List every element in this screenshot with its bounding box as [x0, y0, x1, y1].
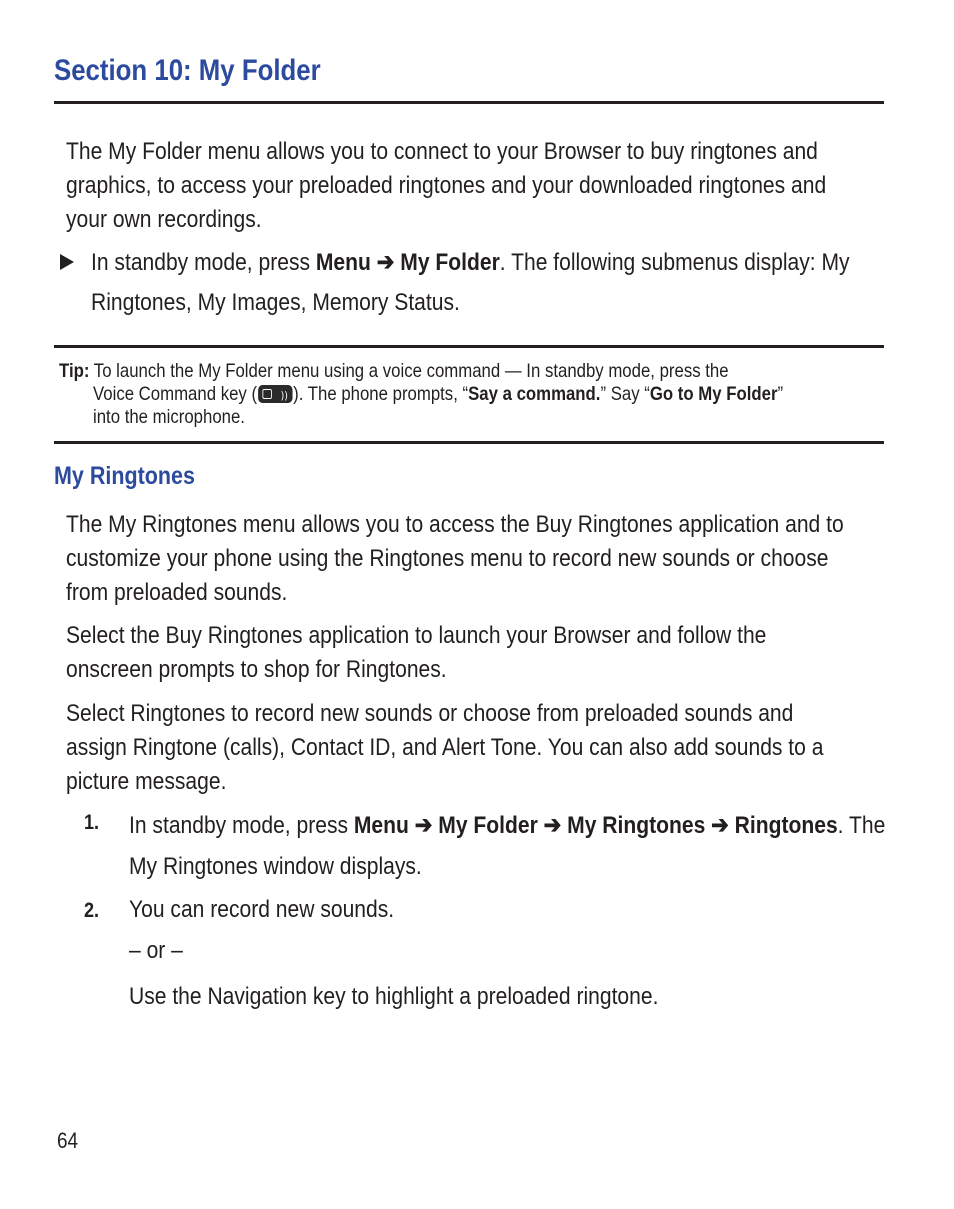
tip-bottom-divider — [54, 441, 884, 444]
ringtones-paragraph-2: Select the Buy Ringtones application to launch your Browser and follow the onscreen prompts to shop for Ringtones. — [66, 622, 767, 683]
bullet-arrow-icon — [60, 254, 74, 270]
tip-line-1: Tip: To launch the My Folder menu using a voice command — In standby mode, press the — [59, 360, 729, 382]
intro-paragraph — [66, 135, 950, 237]
ringtones-paragraph-1: The My Ringtones menu allows you to access the Buy Ringtones application and to customize your phone using the Ringtones menu to record new sounds or choose from preloaded sounds. — [66, 511, 844, 606]
intro-line: graphics, to access your preloaded ringtones and your downloaded ringtones and — [66, 172, 827, 199]
tip-label: Tip: — [59, 360, 90, 382]
tip-top-divider — [54, 345, 884, 348]
title-divider — [54, 101, 884, 104]
subsection-title: My Ringtones — [54, 462, 195, 490]
step-2-or: – or – — [129, 937, 183, 964]
voice-command-key-icon — [258, 385, 292, 403]
intro-line: The My Folder menu allows you to connect to your Browser to buy ringtones and — [66, 138, 818, 165]
tip-line-2: Voice Command key ()) ). The phone prompts, “Say a command.” Say “Go to My Folder” — [93, 383, 895, 406]
step-1-text: In standby mode, press Menu ➔ My Folder ➔ My Ringtones ➔ Ringtones. The My Ringtones window displays. — [129, 812, 886, 880]
bullet-instruction: In standby mode, press Menu ➔ My Folder. The following submenus display: My Ringtones, My Images, Memory Status. — [91, 249, 850, 316]
tip-line-3: into the microphone. — [93, 406, 245, 428]
step-number: 1. — [84, 811, 100, 834]
ringtones-paragraph-3: Select Ringtones to record new sounds or choose from preloaded sounds and assign Ringtone (calls), Contact ID, and Alert Tone. You can also add sounds to a picture message. — [66, 700, 824, 795]
step-2-text: You can record new sounds. — [129, 896, 395, 923]
section-title: Section 10: My Folder — [54, 54, 321, 87]
step-number: 2. — [84, 899, 100, 922]
page-number: 64 — [57, 1128, 79, 1153]
intro-line: your own recordings. — [66, 206, 262, 233]
step-2-alt: Use the Navigation key to highlight a preloaded ringtone. — [129, 983, 659, 1010]
